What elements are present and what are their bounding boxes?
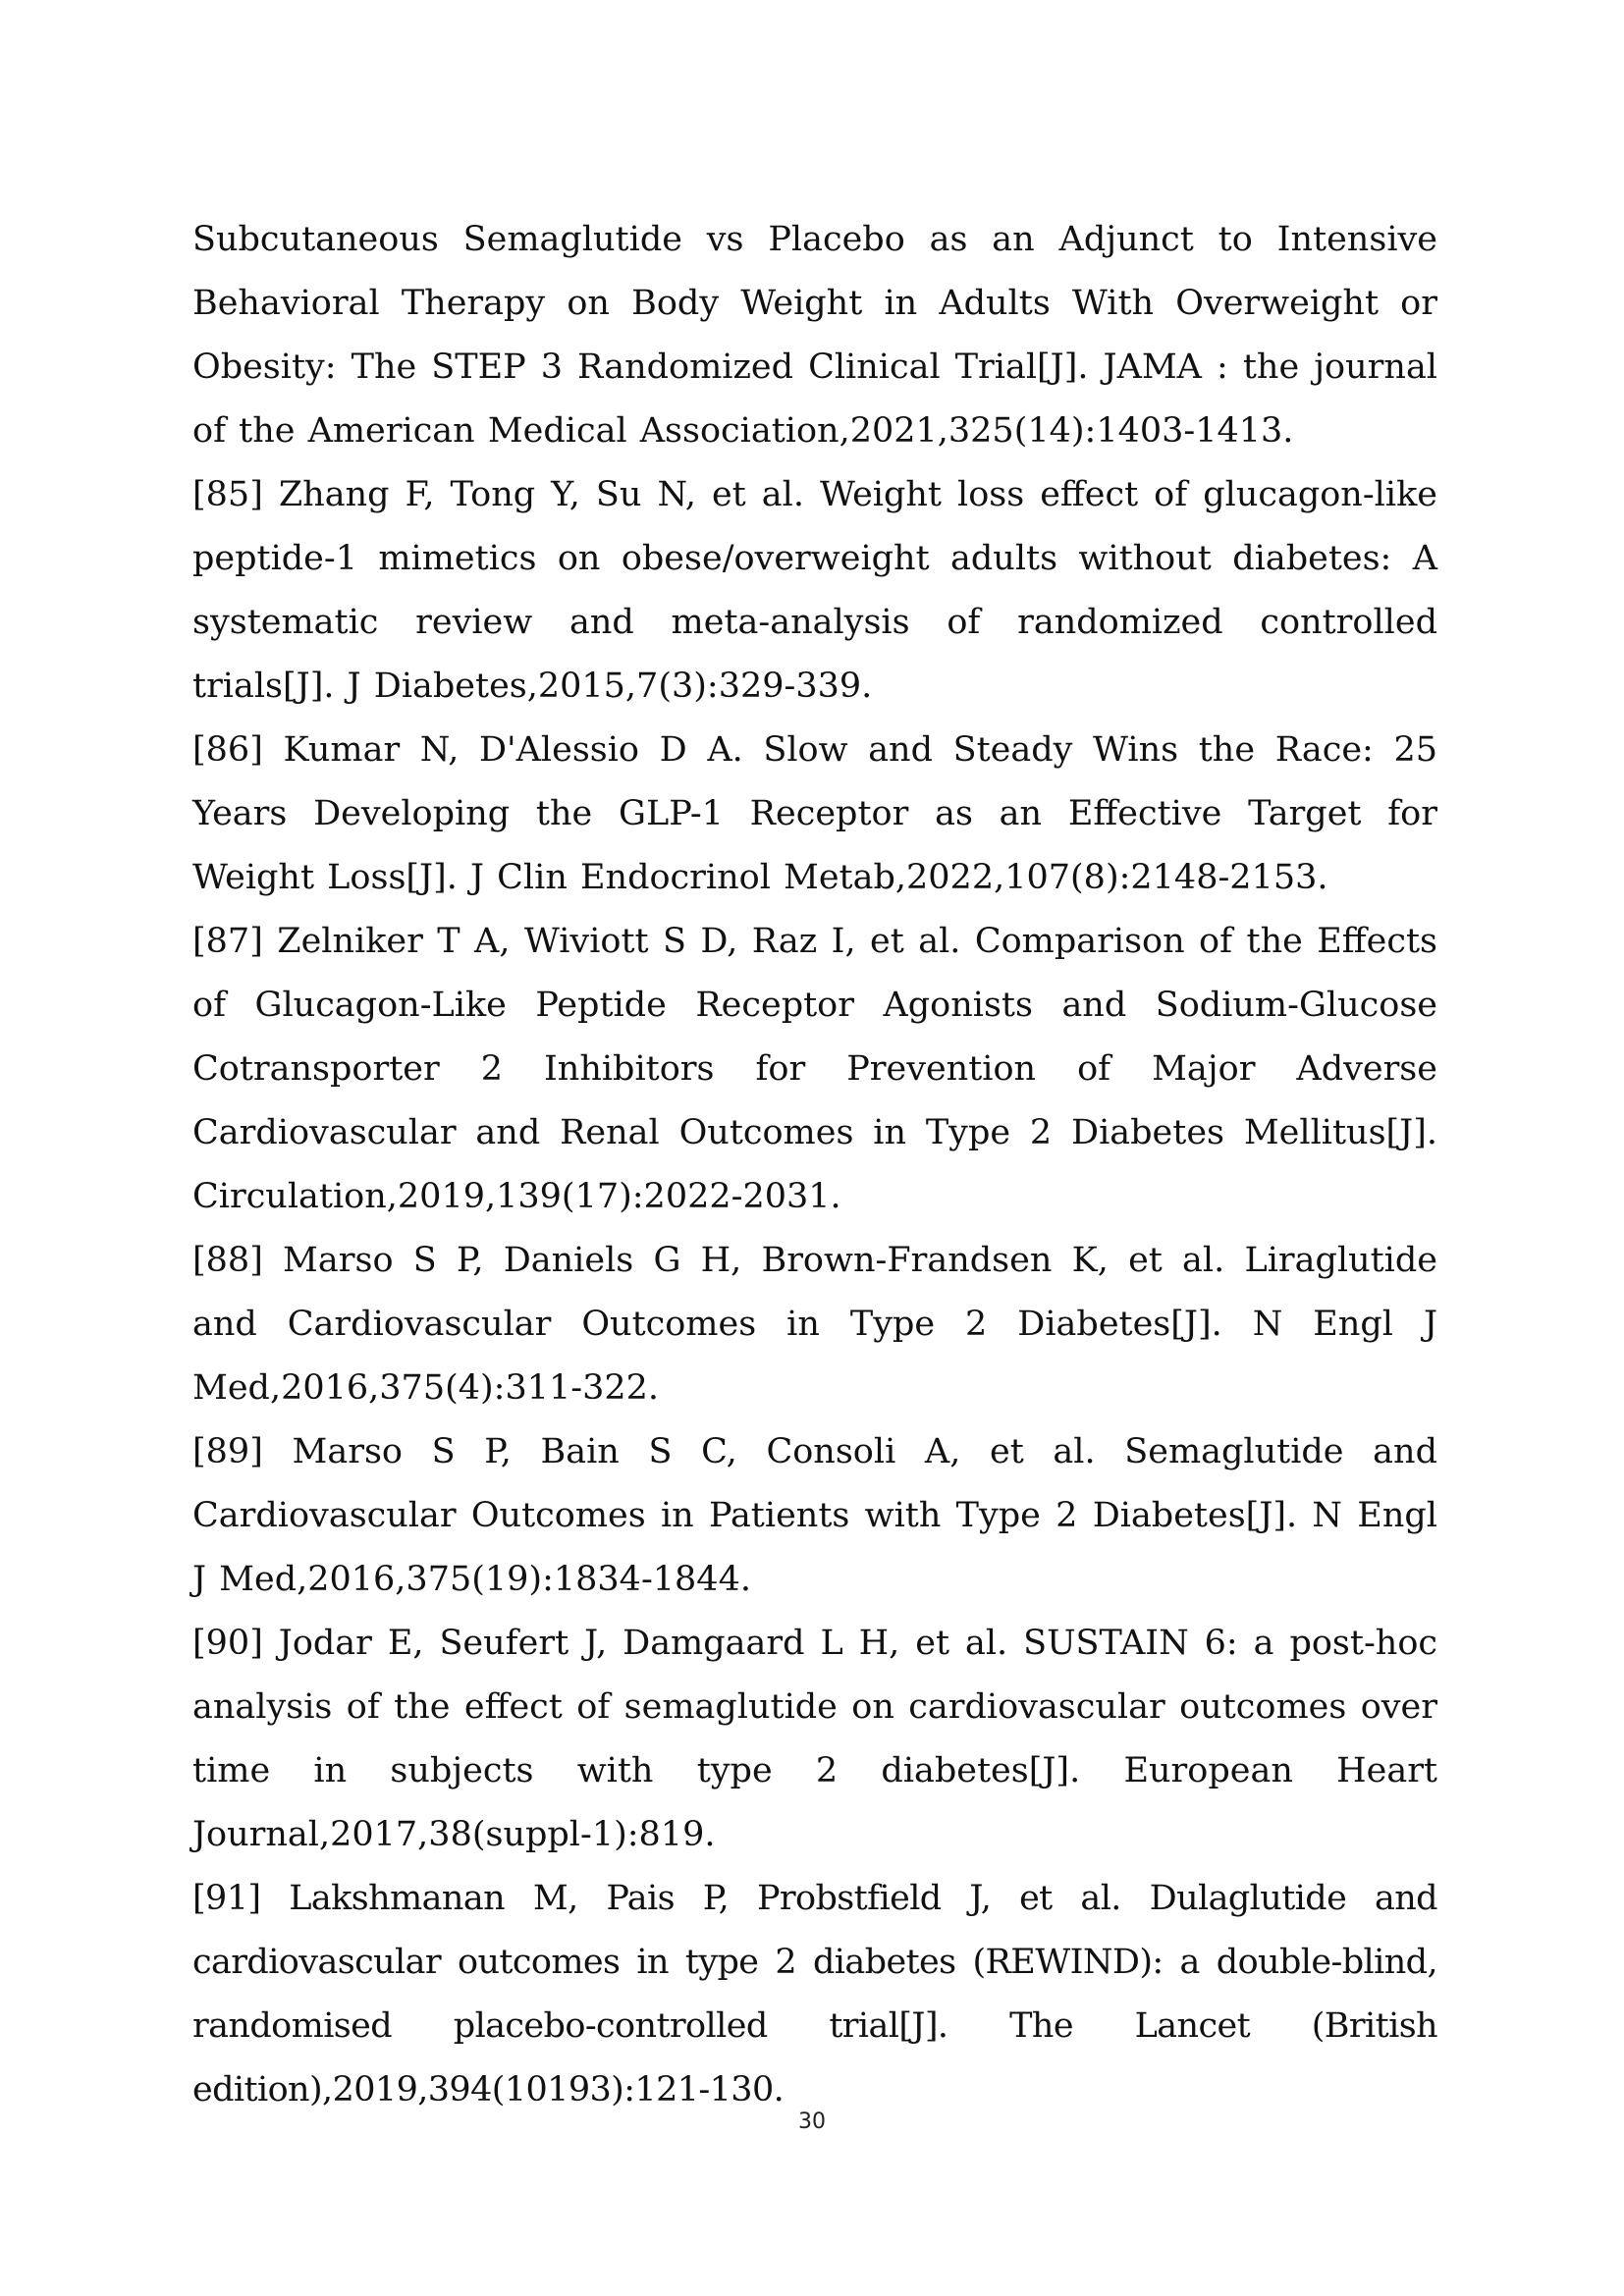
reference-87: [87] Zelniker T A, Wiviott S D, Raz I, et al. Comparison of the Effects of Glucagon-Like Peptide Receptor Agonists and Sodium-Glucose Cotransporter 2 Inhibitors for Prevention of Major Adverse Cardiovascular and Renal Outcomes in Type 2 Diabetes Mellitus[J]. Circulation,2019,139(17):2022-2031. [192,922,1437,1216]
reference-86: [86] Kumar N, D'Alessio D A. Slow and Steady Wins the Race: 25 Years Developing the GLP-1 Receptor as an Effective Target for Weight Loss[J]. J Clin Endocrinol Metab,2022,107(8):2148-2153. [192,730,1437,897]
reference-88: [88] Marso S P, Daniels G H, Brown-Frandsen K, et al. Liraglutide and Cardiovascular Outcomes in Type 2 Diabetes[J]. N Engl J Med,2016,375(4):311-322. [192,1241,1437,1408]
reference-continued: Subcutaneous Semaglutide vs Placebo as an Adjunct to Intensive Behavioral Therapy on Body Weight in Adults With Overweight or Obesity: The STEP 3 Randomized Clinical Trial[J]. JAMA : the journal of the American Medical Association,2021,325(14):1403-1413. [192,220,1437,451]
page-number: 30 [798,2109,826,2134]
reference-85: [85] Zhang F, Tong Y, Su N, et al. Weight loss effect of glucagon-like peptide-1 mimetics on obese/overweight adults without diabetes: A systematic review and meta-analysis of randomized controlled trials[J]. J Diabetes,2015,7(3):329-339. [192,475,1437,706]
reference-89: [89] Marso S P, Bain S C, Consoli A, et al. Semaglutide and Cardiovascular Outcomes in Patients with Type 2 Diabetes[J]. N Engl J Med,2016,375(19):1834-1844. [192,1432,1437,1599]
reference-90: [90] Jodar E, Seufert J, Damgaard L H, et al. SUSTAIN 6: a post-hoc analysis of the effect of semaglutide on cardiovascular outcomes over time in subjects with type 2 diabetes[J]. European Heart Journal,2017,38(suppl-1):819. [192,1624,1437,1854]
reference-list [192,208,1437,2122]
reference-91: [91] Lakshmanan M, Pais P, Probstfield J, et al. Dulaglutide and cardiovascular outcomes in type 2 diabetes (REWIND): a double-blind, randomised placebo-controlled trial[J]. The Lancet (British edition),2019,394(10193):121-130. [192,1879,1437,2109]
